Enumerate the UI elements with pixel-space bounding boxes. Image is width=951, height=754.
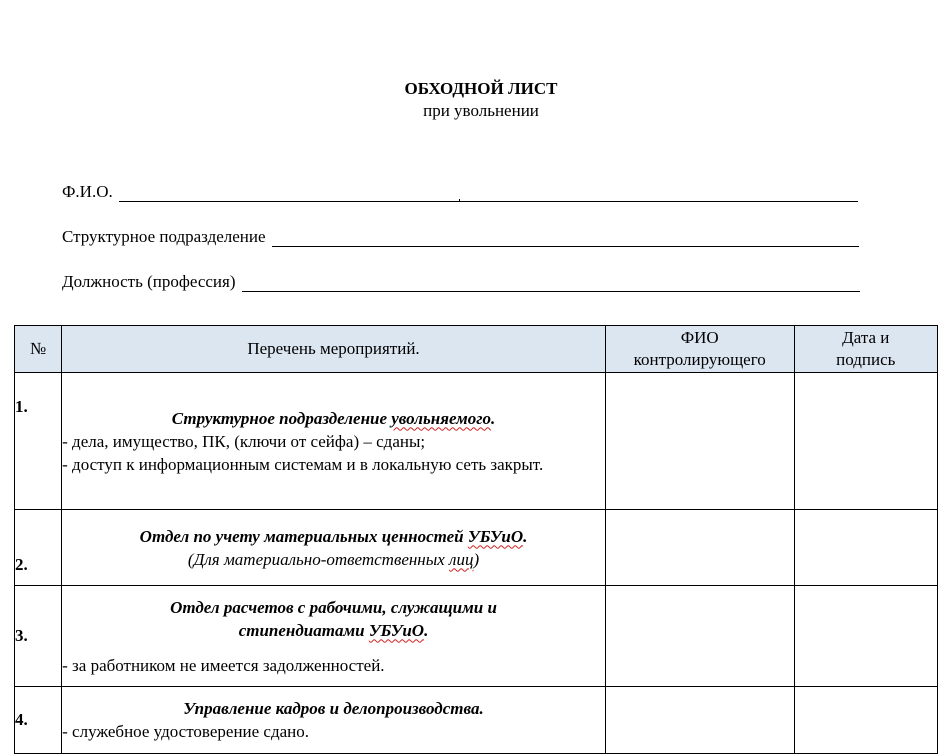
checklist-table [14,325,938,754]
activity-item: - служебное удостоверение сдано. [62,722,310,741]
table-row [15,586,938,687]
unit-name: Структурное подразделение увольняемого. [171,408,496,428]
unit-name-line2: стипендиатами УБУиО. [238,620,429,640]
row-activities [62,373,606,510]
department-blank-line [272,227,859,247]
department-field [62,223,859,247]
row-number: 3. [15,586,62,687]
position-blank-line [242,272,860,292]
controller-cell[interactable] [605,586,794,687]
row-activities [62,687,606,754]
controller-cell[interactable] [605,687,794,754]
unit-note: (Для материально-ответственных лиц) [187,549,480,569]
header-date-signature [794,326,937,373]
activity-item: - доступ к информационным системам и в локальную сеть закрыт. [62,454,544,474]
unit-name-line1: Отдел расчетов с рабочими, служащими и [170,597,497,617]
header-num: № [15,326,62,373]
fio-label: Ф.И.О. [62,182,113,201]
table-header-row [15,326,938,373]
fio-blank-line [119,182,858,202]
department-label: Структурное подразделение [62,227,266,246]
unit-name: Управление кадров и делопроизводства. [183,699,484,718]
document-header [0,78,951,122]
header-date-line1: Дата и [842,328,890,347]
position-field [62,268,860,292]
activity-item: - дела, имущество, ПК, (ключи от сейфа) – сданы; [62,431,426,451]
date-signature-cell[interactable] [794,586,937,687]
row-number: 4. [15,687,62,754]
row-activities [62,586,606,687]
controller-cell[interactable] [605,373,794,510]
table-row [15,373,938,510]
controller-cell[interactable] [605,510,794,586]
header-list: Перечень мероприятий. [62,326,606,373]
position-label: Должность (профессия) [62,272,236,291]
header-controller-line1: ФИО [680,328,719,347]
header-controller-line2: контролирующего [633,350,766,369]
date-signature-cell[interactable] [794,687,937,754]
table-row [15,510,938,586]
row-activities [62,510,606,586]
header-controller [605,326,794,373]
unit-name: Отдел по учету материальных ценностей УБУиО. [139,526,528,546]
activity-item: - за работником не имеется задолженностей. [62,655,385,675]
row-number: 2. [15,510,62,586]
document-title: ОБХОДНОЙ ЛИСТ [404,79,558,98]
date-signature-cell[interactable] [794,373,937,510]
document-subtitle: при увольнении [423,101,539,120]
row-number: 1. [15,373,62,510]
date-signature-cell[interactable] [794,510,937,586]
header-date-line2: подпись [836,350,896,369]
fio-field [62,178,858,202]
table-row [15,687,938,754]
